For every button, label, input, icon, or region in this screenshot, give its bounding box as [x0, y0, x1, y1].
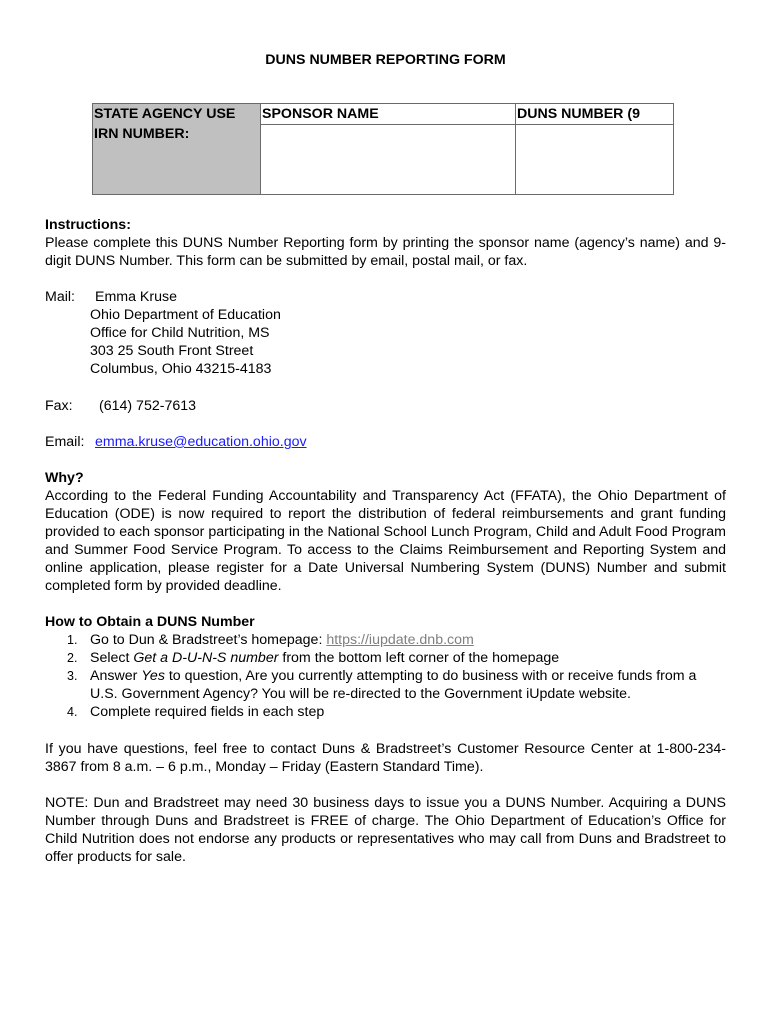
why-heading: Why?	[45, 470, 84, 486]
why-text: According to the Federal Funding Accountability and Transparency Act (FFATA), the Ohio Department of Education (ODE) is now required to report the distribution of federal reimbursements and grant funding provided to each sponsor participating in the National School Lunch Program, Child and Adult Food Program and Summer Food Service Program. To access to the Claims Reimbursement and Reporting System and online application, please register for a Date Universal Numbering System (DUNS) Number and submit completed form by provided deadline.	[45, 488, 726, 594]
step-text: to question, Are you currently attempting to do business with or receive funds from a U.S. Government Agency? You will be re-directed to the Government iUpdate website.	[90, 668, 697, 702]
list-item	[45, 703, 726, 721]
how-heading: How to Obtain a DUNS Number	[45, 614, 255, 630]
sponsor-name-field[interactable]	[261, 125, 516, 195]
how-section	[45, 613, 726, 721]
step-text: Go to Dun & Bradstreet’s homepage:	[90, 632, 327, 648]
mail-section	[45, 288, 726, 378]
step-text: Select	[90, 650, 134, 666]
list-item	[45, 631, 726, 649]
step-emphasis: Yes	[141, 668, 165, 684]
duns-number-header: DUNS NUMBER (9	[516, 104, 674, 125]
note-paragraph: NOTE: Dun and Bradstreet may need 30 business days to issue you a DUNS Number. Acquiring a DUNS Number through Duns and Bradstreet is FREE of charge. The Ohio Department of Education’s Office for Child Nutrition does not endorse any products or representatives who may call from Duns and Bradstreet to offer products for sale.	[45, 795, 726, 865]
mail-line: 303 25 South Front Street	[90, 343, 254, 359]
email-link[interactable]: emma.kruse@education.ohio.gov	[95, 434, 307, 450]
questions-paragraph: If you have questions, feel free to contact Duns & Bradstreet’s Customer Resource Center at 1-800-234-3867 from 8 a.m. – 6 p.m., Monday – Friday (Eastern Standard Time).	[45, 741, 726, 775]
fax-section	[45, 397, 726, 415]
steps-list	[45, 631, 726, 721]
sponsor-name-header: SPONSOR NAME	[261, 104, 516, 125]
step-text: Complete required fields in each step	[90, 704, 325, 720]
fax-number: (614) 752-7613	[99, 398, 197, 414]
instructions-heading: Instructions:	[45, 217, 131, 233]
fax-label: Fax:	[45, 398, 73, 414]
mail-line: Columbus, Ohio 43215-4183	[90, 361, 272, 377]
email-label: Email:	[45, 434, 85, 450]
step-number: 1.	[67, 633, 78, 647]
duns-number-field[interactable]	[516, 125, 674, 195]
mail-label: Mail:	[45, 289, 75, 305]
irn-number-label: IRN NUMBER:	[94, 126, 190, 142]
state-agency-cell	[93, 104, 261, 195]
why-section	[45, 469, 726, 595]
reporting-table	[92, 103, 674, 195]
step-text: Answer	[90, 668, 142, 684]
list-item	[45, 667, 726, 703]
mail-line: Office for Child Nutrition, MS	[90, 325, 270, 341]
list-item	[45, 649, 726, 667]
state-agency-label: STATE AGENCY USE	[94, 106, 236, 122]
instructions-section	[45, 216, 726, 270]
mail-line: Ohio Department of Education	[90, 307, 281, 323]
step-number: 2.	[67, 651, 78, 665]
step-number: 4.	[67, 705, 78, 719]
step-text: from the bottom left corner of the homepage	[278, 650, 560, 666]
step-number: 3.	[67, 669, 78, 683]
step-emphasis: Get a D-U-N-S number	[133, 650, 279, 666]
form-title: DUNS NUMBER REPORTING FORM	[265, 52, 506, 68]
email-section	[45, 433, 726, 451]
mail-line: Emma Kruse	[95, 289, 177, 305]
dnb-link[interactable]: https://iupdate.dnb.com	[326, 632, 474, 648]
instructions-text: Please complete this DUNS Number Reporting form by printing the sponsor name (agency’s name) and 9-digit DUNS Number. This form can be submitted by email, postal mail, or fax.	[45, 235, 726, 269]
